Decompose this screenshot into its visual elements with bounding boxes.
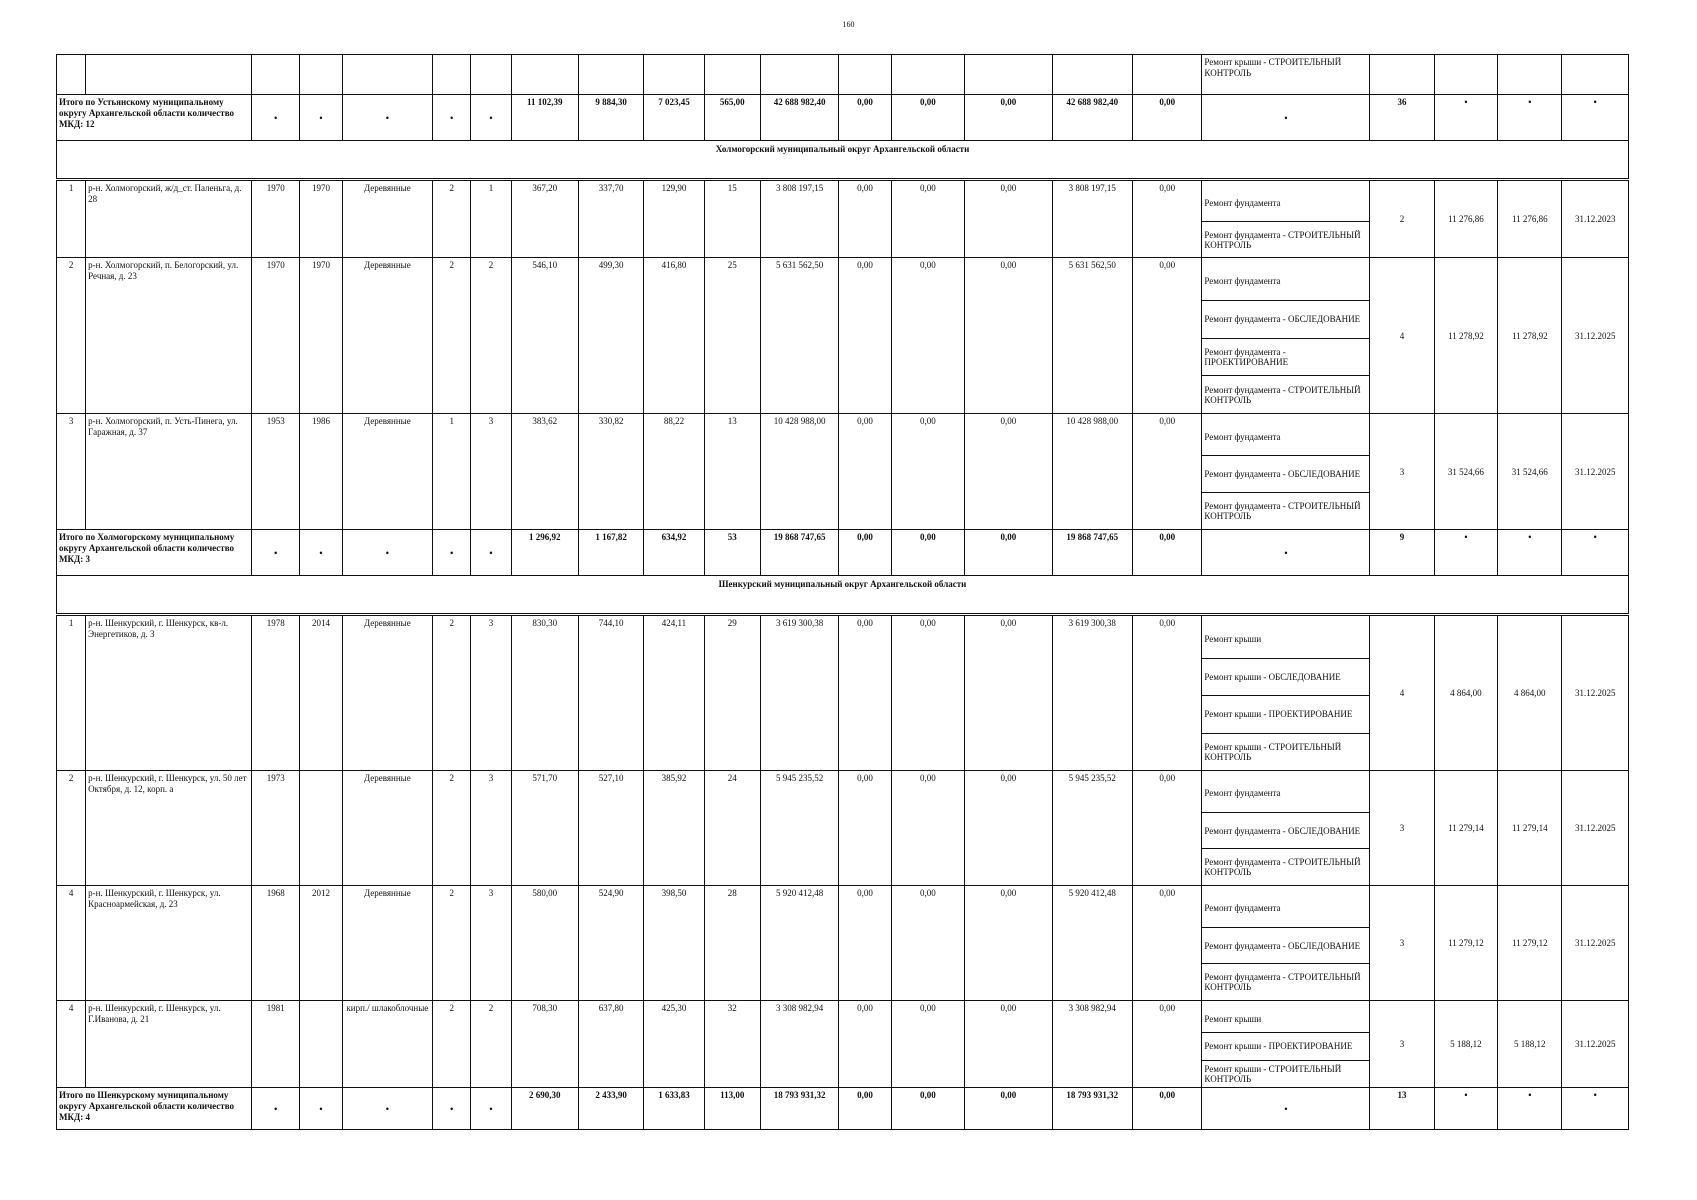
floors-cell: 2 xyxy=(433,771,471,886)
bullet-cell: • xyxy=(1562,95,1629,141)
entrances-cell: 3 xyxy=(471,616,511,771)
works-cell xyxy=(1202,886,1370,1001)
living-area-cell: 527,10 xyxy=(578,771,643,886)
living-area-cell: 524,90 xyxy=(578,886,643,1001)
material-cell: Деревянные xyxy=(342,181,433,258)
fund1-cell: 0,00 xyxy=(839,1001,891,1088)
private-area-cell: 7 023,45 xyxy=(644,95,704,141)
bullet-cell: • xyxy=(342,1088,433,1130)
house-row xyxy=(57,771,1629,886)
empty-cell xyxy=(57,55,86,95)
empty-cell xyxy=(471,55,511,95)
work-item: Ремонт крыши - СТРОИТЕЛЬНЫЙ КОНТРОЛЬ xyxy=(1202,1060,1369,1087)
fund2-cell: 0,00 xyxy=(891,181,964,258)
private-area-cell: 385,92 xyxy=(644,771,704,886)
total-area-cell: 708,30 xyxy=(511,1001,578,1088)
empty-cell xyxy=(433,55,471,95)
other-cell: 0,00 xyxy=(1133,181,1202,258)
bullet-cell: • xyxy=(1202,530,1370,576)
total-area-cell: 830,30 xyxy=(511,616,578,771)
count-cell: 36 xyxy=(1370,95,1434,141)
work-item: Ремонт фундамента - СТРОИТЕЛЬНЫЙ КОНТРОЛЬ xyxy=(1202,848,1369,885)
year-built-cell: 1981 xyxy=(252,1001,300,1088)
material-cell: Деревянные xyxy=(342,886,433,1001)
row-number-cell: 2 xyxy=(57,771,86,886)
year-built-cell: 1970 xyxy=(252,258,300,414)
floors-cell: 2 xyxy=(433,886,471,1001)
residents-cell: 25 xyxy=(704,258,760,414)
fund3-cell: 0,00 xyxy=(965,1001,1053,1088)
cost-cell: 19 868 747,65 xyxy=(760,530,838,576)
bullet-cell: • xyxy=(433,95,471,141)
price-limit-cell: 11 279,14 xyxy=(1498,771,1562,886)
floors-cell: 2 xyxy=(433,616,471,771)
total-label: Итого по Шенкурскому муниципальному округу Архангельской области количество МКД: 4 xyxy=(57,1088,252,1130)
empty-cell xyxy=(86,55,252,95)
work-item: Ремонт фундамента - ОБСЛЕДОВАНИЕ xyxy=(1202,455,1369,492)
empty-cell xyxy=(1133,55,1202,95)
other-cell: 0,00 xyxy=(1133,771,1202,886)
fund1-cell: 0,00 xyxy=(839,258,891,414)
fund2-cell: 0,00 xyxy=(891,771,964,886)
material-cell: Деревянные xyxy=(342,771,433,886)
owners-cell: 5 945 235,52 xyxy=(1052,771,1132,886)
other-cell: 0,00 xyxy=(1133,414,1202,530)
count-cell: 3 xyxy=(1370,1001,1434,1088)
price-limit-cell: 5 188,12 xyxy=(1498,1001,1562,1088)
work-item: Ремонт фундамента xyxy=(1204,198,1281,208)
house-row xyxy=(57,414,1629,530)
works-cell xyxy=(1202,258,1370,414)
fund3-cell: 0,00 xyxy=(965,258,1053,414)
works-cell xyxy=(1202,181,1370,258)
bullet-cell: • xyxy=(433,1088,471,1130)
address-cell: р-н. Шенкурский, г. Шенкурск, ул. Красноармейская, д. 23 xyxy=(86,886,252,1001)
living-area-cell: 637,80 xyxy=(578,1001,643,1088)
entrances-cell: 3 xyxy=(471,771,511,886)
bullet-cell: • xyxy=(1202,1088,1370,1130)
count-cell: 9 xyxy=(1370,530,1434,576)
living-area-cell: 330,82 xyxy=(578,414,643,530)
work-item: Ремонт фундамента - ОБСЛЕДОВАНИЕ xyxy=(1202,927,1369,964)
year-built-cell: 1953 xyxy=(252,414,300,530)
fund1-cell: 0,00 xyxy=(839,886,891,1001)
bullet-cell: • xyxy=(1498,530,1562,576)
other-cell: 0,00 xyxy=(1133,1001,1202,1088)
owners-cell: 5 920 412,48 xyxy=(1052,886,1132,1001)
price-limit-cell: 11 279,12 xyxy=(1498,886,1562,1001)
living-area-cell: 744,10 xyxy=(578,616,643,771)
bullet-cell: • xyxy=(1562,1088,1629,1130)
empty-cell xyxy=(644,55,704,95)
other-cell: 0,00 xyxy=(1133,886,1202,1001)
owners-cell: 3 308 982,94 xyxy=(1052,1001,1132,1088)
total-label: Итого по Холмогорскому муниципальному округу Архангельской области количество МКД: 3 xyxy=(57,530,252,576)
bullet-cell: • xyxy=(471,1088,511,1130)
house-row xyxy=(57,1001,1629,1088)
empty-cell xyxy=(1498,55,1562,95)
address-cell: р-н. Шенкурский, г. Шенкурск, ул. 50 лет Октября, д. 12, корп. а xyxy=(86,771,252,886)
residents-cell: 29 xyxy=(704,616,760,771)
year-built-cell: 1978 xyxy=(252,616,300,771)
count-cell: 13 xyxy=(1370,1088,1434,1130)
bullet-cell: • xyxy=(252,95,300,141)
count-cell: 4 xyxy=(1370,258,1434,414)
fund3-cell: 0,00 xyxy=(965,886,1053,1001)
total-area-cell: 546,10 xyxy=(511,258,578,414)
work-item: Ремонт фундамента xyxy=(1204,431,1281,442)
fund1-cell: 0,00 xyxy=(839,771,891,886)
empty-cell xyxy=(760,55,838,95)
total-row-ust xyxy=(57,95,1629,141)
total-area-cell: 2 690,30 xyxy=(511,1088,578,1130)
private-area-cell: 634,92 xyxy=(644,530,704,576)
fund1-cell: 0,00 xyxy=(839,414,891,530)
price-limit-cell: 31 524,66 xyxy=(1498,414,1562,530)
year-repair-cell xyxy=(300,771,342,886)
residents-cell: 113,00 xyxy=(704,1088,760,1130)
other-cell: 0,00 xyxy=(1133,258,1202,414)
fund3-cell: 0,00 xyxy=(965,530,1053,576)
empty-cell xyxy=(1434,55,1497,95)
total-area-cell: 1 296,92 xyxy=(511,530,578,576)
house-row xyxy=(57,258,1629,414)
entrances-cell: 2 xyxy=(471,1001,511,1088)
bullet-cell: • xyxy=(342,530,433,576)
bullet-cell: • xyxy=(300,95,342,141)
address-cell: р-н. Шенкурский, г. Шенкурск, ул. Г.Иванова, д. 21 xyxy=(86,1001,252,1088)
work-item: Ремонт фундамента - ОБСЛЕДОВАНИЕ xyxy=(1202,812,1369,849)
date-cell: 31.12.2025 xyxy=(1562,771,1629,886)
owners-cell: 18 793 931,32 xyxy=(1052,1088,1132,1130)
price-cell: 11 279,12 xyxy=(1434,886,1497,1001)
cost-cell: 3 808 197,15 xyxy=(760,181,838,258)
bullet-cell: • xyxy=(342,95,433,141)
floors-cell: 2 xyxy=(433,1001,471,1088)
bullet-cell: • xyxy=(1434,1088,1497,1130)
bullet-cell: • xyxy=(1434,95,1497,141)
private-area-cell: 425,30 xyxy=(644,1001,704,1088)
fund2-cell: 0,00 xyxy=(891,616,964,771)
material-cell: Деревянные xyxy=(342,616,433,771)
empty-cell xyxy=(1370,55,1434,95)
total-area-cell: 383,62 xyxy=(511,414,578,530)
empty-cell xyxy=(965,55,1053,95)
section-row-khol xyxy=(57,141,1629,179)
private-area-cell: 129,90 xyxy=(644,181,704,258)
fund2-cell: 0,00 xyxy=(891,414,964,530)
bullet-cell: • xyxy=(471,95,511,141)
work-item: Ремонт фундамента xyxy=(1204,903,1281,914)
empty-cell xyxy=(704,55,760,95)
other-cell: 0,00 xyxy=(1133,530,1202,576)
address-cell: р-н. Холмогорский, п. Усть-Пинега, ул. Гаражная, д. 37 xyxy=(86,414,252,530)
section-title: Шенкурский муниципальный округ Архангельской области xyxy=(57,576,1629,614)
fund3-cell: 0,00 xyxy=(965,95,1053,141)
bullet-cell: • xyxy=(433,530,471,576)
total-area-cell: 11 102,39 xyxy=(511,95,578,141)
date-cell: 31.12.2025 xyxy=(1562,616,1629,771)
residents-cell: 15 xyxy=(704,181,760,258)
empty-cell xyxy=(342,55,433,95)
address-cell: р-н. Холмогорский, ж/д_ст. Паленьга, д. 28 xyxy=(86,181,252,258)
count-cell: 3 xyxy=(1370,414,1434,530)
address-cell: р-н. Холмогорский, п. Белогорский, ул. Речная, д. 23 xyxy=(86,258,252,414)
fund1-cell: 0,00 xyxy=(839,1088,891,1130)
price-cell: 11 276,86 xyxy=(1434,181,1497,258)
fund2-cell: 0,00 xyxy=(891,258,964,414)
count-cell: 3 xyxy=(1370,886,1434,1001)
work-item: Ремонт фундамента xyxy=(1204,788,1281,799)
work-item: Ремонт фундамента - СТРОИТЕЛЬНЫЙ КОНТРОЛЬ xyxy=(1202,221,1369,257)
empty-cell xyxy=(1052,55,1132,95)
bullet-cell: • xyxy=(1434,530,1497,576)
works-cell xyxy=(1202,414,1370,530)
work-item: Ремонт фундамента - ПРОЕКТИРОВАНИЕ xyxy=(1202,338,1369,376)
other-cell: 0,00 xyxy=(1133,95,1202,141)
residents-cell: 53 xyxy=(704,530,760,576)
year-repair-cell xyxy=(300,1001,342,1088)
total-row-khol xyxy=(57,530,1629,576)
empty-cell xyxy=(891,55,964,95)
living-area-cell: 337,70 xyxy=(578,181,643,258)
work-item: Ремонт фундамента - ОБСЛЕДОВАНИЕ xyxy=(1202,300,1369,338)
residents-cell: 24 xyxy=(704,771,760,886)
count-cell: 3 xyxy=(1370,771,1434,886)
work-item: Ремонт крыши - ПРОЕКТИРОВАНИЕ xyxy=(1202,695,1369,733)
material-cell: Деревянные xyxy=(342,414,433,530)
row-number-cell: 4 xyxy=(57,886,86,1001)
count-cell: 4 xyxy=(1370,616,1434,771)
bullet-cell: • xyxy=(1498,95,1562,141)
price-limit-cell: 11 276,86 xyxy=(1498,181,1562,258)
house-row xyxy=(57,886,1629,1001)
date-cell: 31.12.2023 xyxy=(1562,181,1629,258)
other-cell: 0,00 xyxy=(1133,1088,1202,1130)
date-cell: 31.12.2025 xyxy=(1562,414,1629,530)
entrances-cell: 2 xyxy=(471,258,511,414)
work-item: Ремонт крыши xyxy=(1204,633,1262,644)
cost-cell: 5 920 412,48 xyxy=(760,886,838,1001)
residents-cell: 28 xyxy=(704,886,760,1001)
bullet-cell: • xyxy=(471,530,511,576)
private-area-cell: 398,50 xyxy=(644,886,704,1001)
works-cell xyxy=(1202,771,1370,886)
row-number-cell: 3 xyxy=(57,414,86,530)
total-area-cell: 367,20 xyxy=(511,181,578,258)
cost-cell: 10 428 988,00 xyxy=(760,414,838,530)
cost-cell: 3 619 300,38 xyxy=(760,616,838,771)
year-built-cell: 1968 xyxy=(252,886,300,1001)
other-cell: 0,00 xyxy=(1133,616,1202,771)
work-item: Ремонт крыши - ПРОЕКТИРОВАНИЕ xyxy=(1202,1032,1369,1059)
fund3-cell: 0,00 xyxy=(965,771,1053,886)
date-cell: 31.12.2025 xyxy=(1562,886,1629,1001)
cost-cell: 42 688 982,40 xyxy=(760,95,838,141)
living-area-cell: 2 433,90 xyxy=(578,1088,643,1130)
owners-cell: 42 688 982,40 xyxy=(1052,95,1132,141)
row-number-cell: 2 xyxy=(57,258,86,414)
bullet-cell: • xyxy=(1562,530,1629,576)
price-cell: 4 864,00 xyxy=(1434,616,1497,771)
fund3-cell: 0,00 xyxy=(965,181,1053,258)
cost-cell: 5 945 235,52 xyxy=(760,771,838,886)
row-number-cell: 1 xyxy=(57,181,86,258)
total-area-cell: 571,70 xyxy=(511,771,578,886)
date-cell: 31.12.2025 xyxy=(1562,258,1629,414)
continuation-row xyxy=(57,55,1629,95)
residents-cell: 13 xyxy=(704,414,760,530)
year-built-cell: 1970 xyxy=(252,181,300,258)
price-limit-cell: 11 278,92 xyxy=(1498,258,1562,414)
owners-cell: 19 868 747,65 xyxy=(1052,530,1132,576)
row-number-cell: 4 xyxy=(57,1001,86,1088)
house-row xyxy=(57,616,1629,771)
owners-cell: 3 619 300,38 xyxy=(1052,616,1132,771)
year-repair-cell: 2014 xyxy=(300,616,342,771)
fund2-cell: 0,00 xyxy=(891,1088,964,1130)
work-item: Ремонт фундамента - СТРОИТЕЛЬНЫЙ КОНТРОЛЬ xyxy=(1202,492,1369,529)
floors-cell: 2 xyxy=(433,258,471,414)
work-item: Ремонт крыши xyxy=(1204,1013,1262,1024)
living-area-cell: 9 884,30 xyxy=(578,95,643,141)
empty-cell xyxy=(1562,55,1629,95)
price-cell: 31 524,66 xyxy=(1434,414,1497,530)
floors-cell: 2 xyxy=(433,181,471,258)
count-cell: 2 xyxy=(1370,181,1434,258)
works-cell xyxy=(1202,1001,1370,1088)
living-area-cell: 499,30 xyxy=(578,258,643,414)
material-cell: Деревянные xyxy=(342,258,433,414)
total-label: Итого по Устьянскому муниципальному округу Архангельской области количество МКД: 12 xyxy=(57,95,252,141)
entrances-cell: 3 xyxy=(471,886,511,1001)
residents-cell: 565,00 xyxy=(704,95,760,141)
page-number: 160 xyxy=(842,20,855,29)
fund1-cell: 0,00 xyxy=(839,530,891,576)
year-built-cell: 1973 xyxy=(252,771,300,886)
price-cell: 11 279,14 xyxy=(1434,771,1497,886)
private-area-cell: 1 633,83 xyxy=(644,1088,704,1130)
date-cell: 31.12.2025 xyxy=(1562,1001,1629,1088)
work-item: Ремонт крыши - СТРОИТЕЛЬНЫЙ КОНТРОЛЬ xyxy=(1202,55,1370,95)
house-row xyxy=(57,181,1629,258)
cost-cell: 5 631 562,50 xyxy=(760,258,838,414)
owners-cell: 3 808 197,15 xyxy=(1052,181,1132,258)
empty-cell xyxy=(839,55,891,95)
owners-cell: 5 631 562,50 xyxy=(1052,258,1132,414)
work-item: Ремонт фундамента - СТРОИТЕЛЬНЫЙ КОНТРОЛЬ xyxy=(1202,963,1369,1000)
cost-cell: 18 793 931,32 xyxy=(760,1088,838,1130)
living-area-cell: 1 167,82 xyxy=(578,530,643,576)
work-item: Ремонт крыши - СТРОИТЕЛЬНЫЙ КОНТРОЛЬ xyxy=(1202,733,1369,771)
floors-cell: 1 xyxy=(433,414,471,530)
residents-cell: 32 xyxy=(704,1001,760,1088)
material-cell: кирп./ шлакоблочные xyxy=(342,1001,433,1088)
works-cell xyxy=(1202,616,1370,771)
year-repair-cell: 1970 xyxy=(300,181,342,258)
fund2-cell: 0,00 xyxy=(891,1001,964,1088)
work-item: Ремонт фундамента - СТРОИТЕЛЬНЫЙ КОНТРОЛЬ xyxy=(1202,375,1369,413)
entrances-cell: 1 xyxy=(471,181,511,258)
empty-cell xyxy=(300,55,342,95)
section-title: Холмогорский муниципальный округ Архангельской области xyxy=(57,141,1629,179)
fund2-cell: 0,00 xyxy=(891,886,964,1001)
private-area-cell: 88,22 xyxy=(644,414,704,530)
empty-cell xyxy=(252,55,300,95)
capital-repair-table xyxy=(56,54,1629,1130)
bullet-cell: • xyxy=(1202,95,1370,141)
work-item: Ремонт крыши - ОБСЛЕДОВАНИЕ xyxy=(1202,658,1369,696)
bullet-cell: • xyxy=(252,530,300,576)
private-area-cell: 424,11 xyxy=(644,616,704,771)
bullet-cell: • xyxy=(252,1088,300,1130)
bullet-cell: • xyxy=(1498,1088,1562,1130)
fund2-cell: 0,00 xyxy=(891,95,964,141)
empty-cell xyxy=(511,55,578,95)
row-number-cell: 1 xyxy=(57,616,86,771)
price-cell: 5 188,12 xyxy=(1434,1001,1497,1088)
year-repair-cell: 2012 xyxy=(300,886,342,1001)
price-cell: 11 278,92 xyxy=(1434,258,1497,414)
private-area-cell: 416,80 xyxy=(644,258,704,414)
total-area-cell: 580,00 xyxy=(511,886,578,1001)
fund1-cell: 0,00 xyxy=(839,95,891,141)
price-limit-cell: 4 864,00 xyxy=(1498,616,1562,771)
work-item: Ремонт фундамента xyxy=(1204,275,1281,286)
fund1-cell: 0,00 xyxy=(839,181,891,258)
year-repair-cell: 1986 xyxy=(300,414,342,530)
year-repair-cell: 1970 xyxy=(300,258,342,414)
cost-cell: 3 308 982,94 xyxy=(760,1001,838,1088)
entrances-cell: 3 xyxy=(471,414,511,530)
address-cell: р-н. Шенкурский, г. Шенкурск, кв-л. Энергетиков, д. 3 xyxy=(86,616,252,771)
fund3-cell: 0,00 xyxy=(965,616,1053,771)
bullet-cell: • xyxy=(300,530,342,576)
fund3-cell: 0,00 xyxy=(965,414,1053,530)
empty-cell xyxy=(578,55,643,95)
fund3-cell: 0,00 xyxy=(965,1088,1053,1130)
owners-cell: 10 428 988,00 xyxy=(1052,414,1132,530)
bullet-cell: • xyxy=(300,1088,342,1130)
section-row-shen xyxy=(57,576,1629,614)
total-row-shen xyxy=(57,1088,1629,1130)
fund1-cell: 0,00 xyxy=(839,616,891,771)
fund2-cell: 0,00 xyxy=(891,530,964,576)
